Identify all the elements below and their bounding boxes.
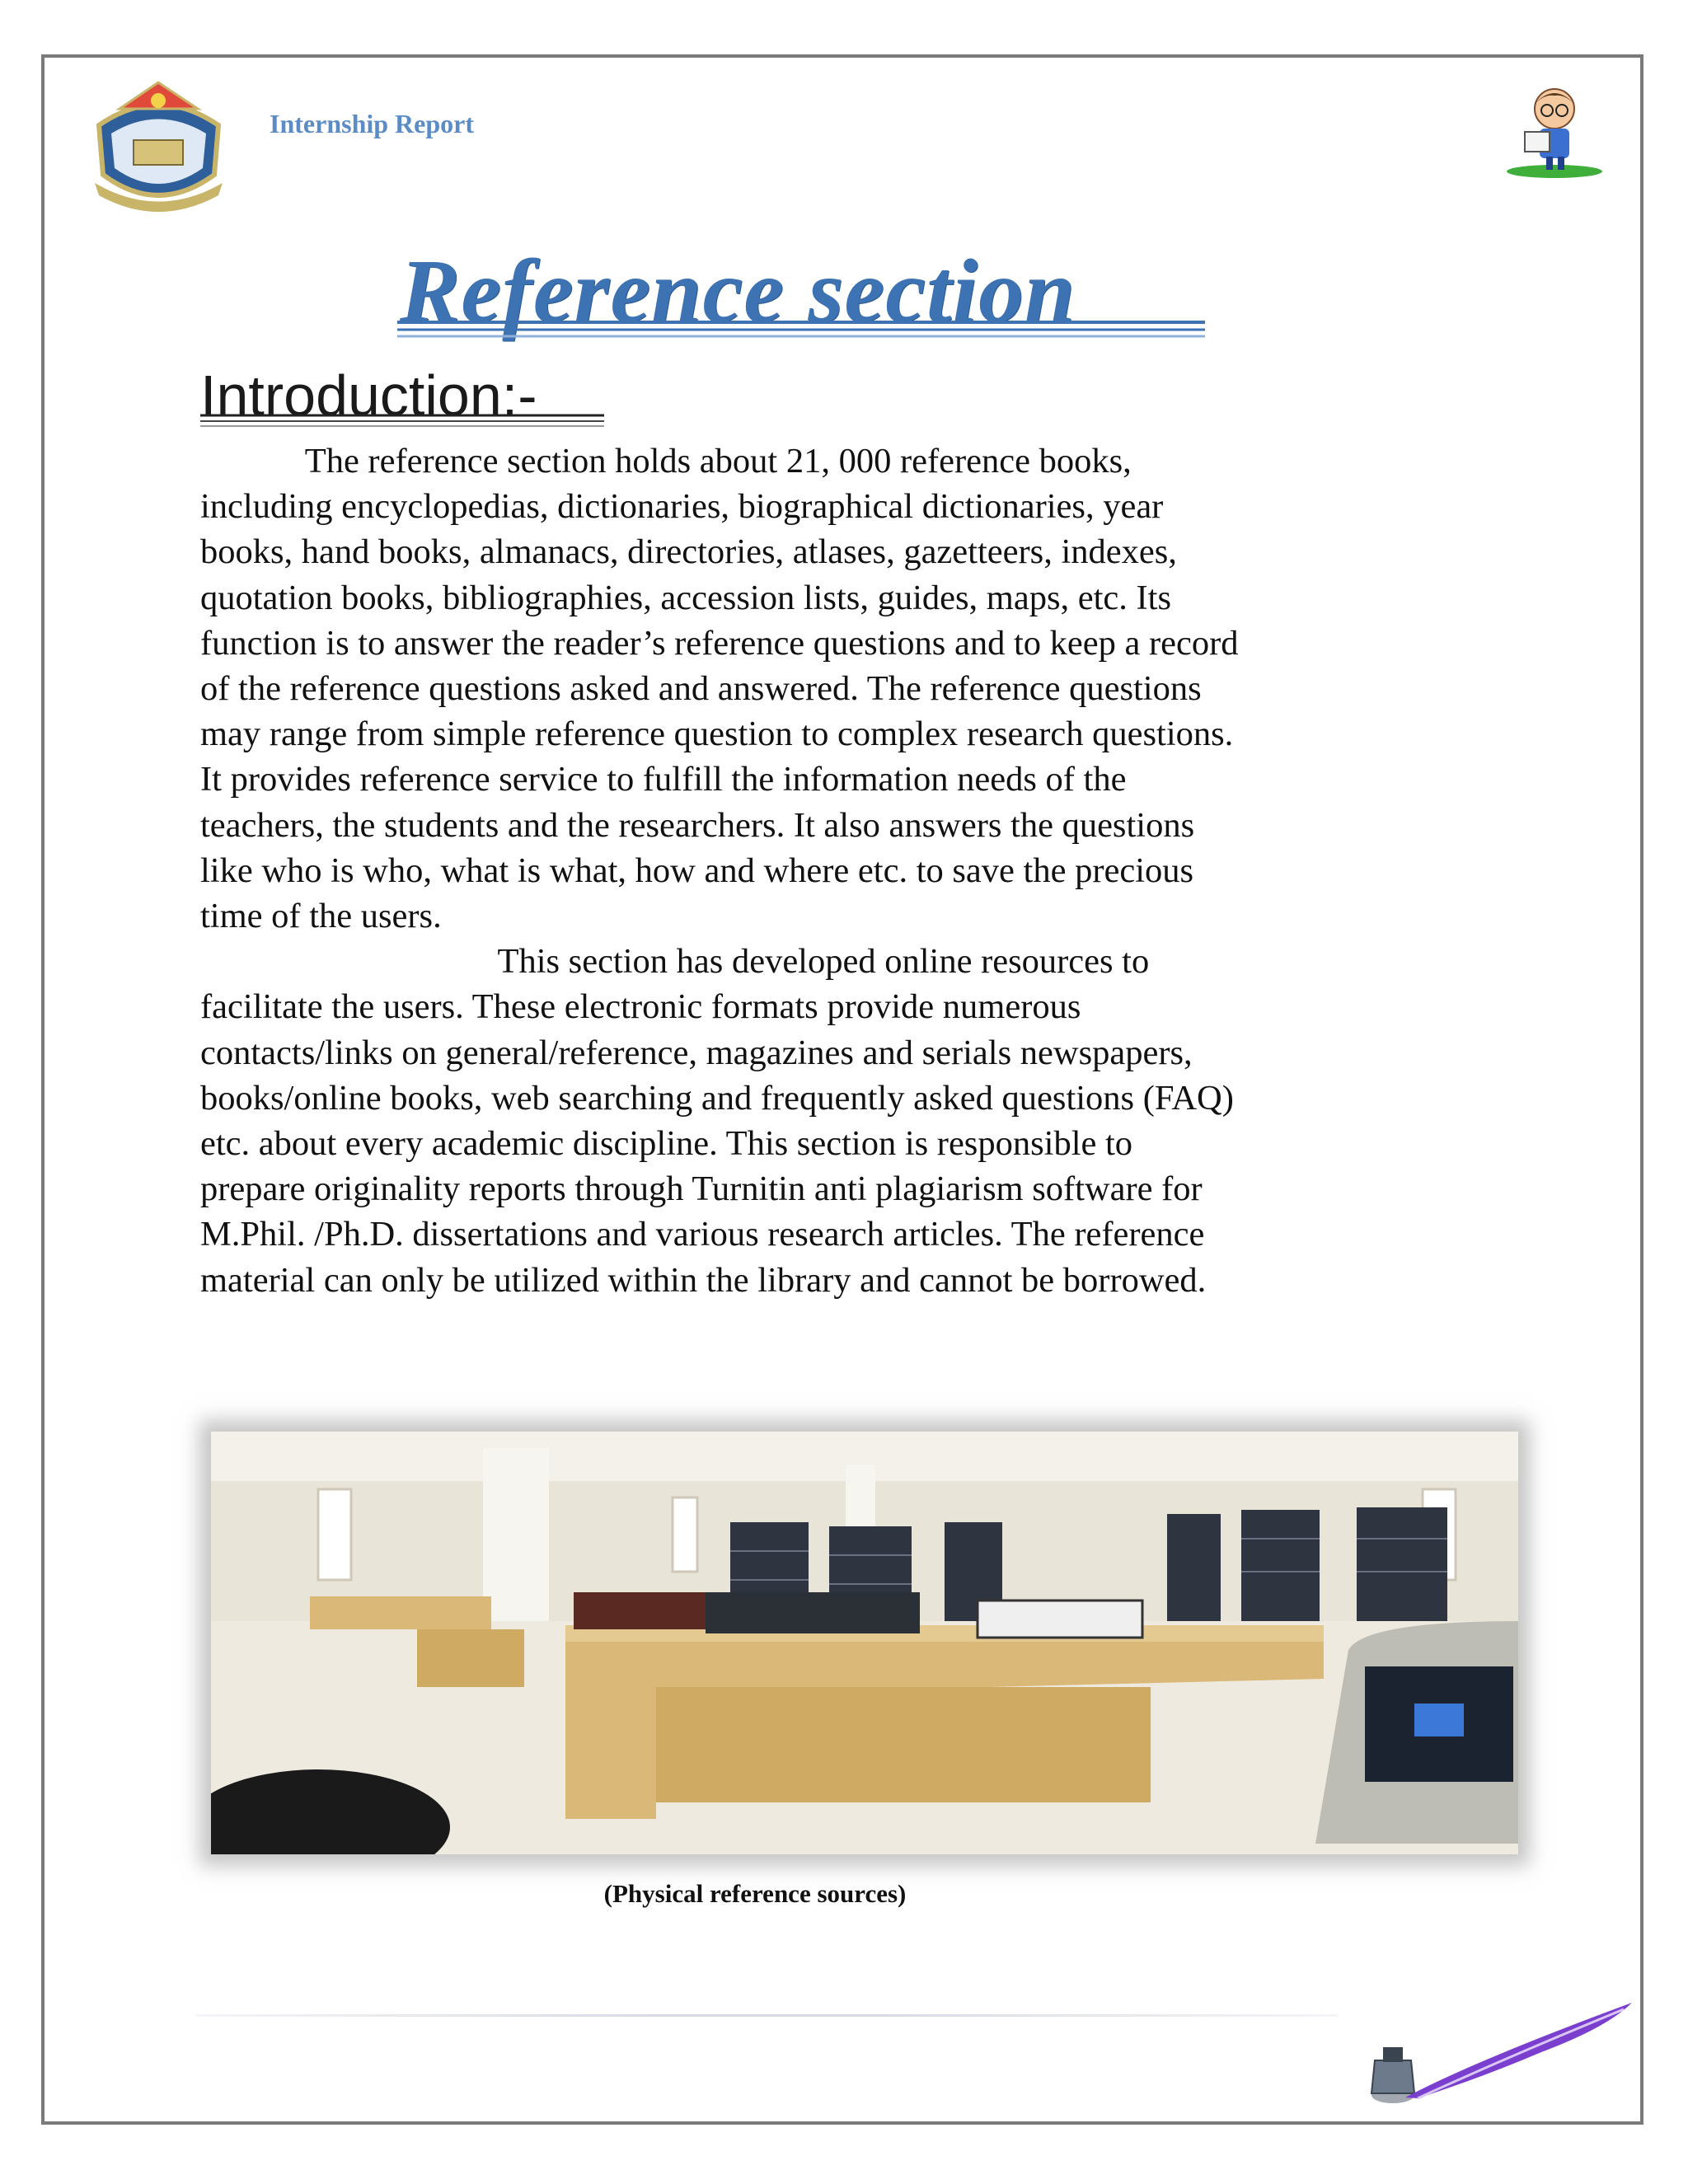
body-line: including encyclopedias, dictionaries, biographical dictionaries, year (200, 487, 1164, 527)
body-line: etc. about every academic discipline. This section is responsible to (200, 1124, 1133, 1164)
library-reference-hall-photo (211, 1432, 1518, 1854)
ink-quill-icon (1360, 1994, 1640, 2118)
body-line: teachers, the students and the researchers. It also answers the questions (200, 805, 1195, 845)
body-line: of the reference questions asked and answered. The reference questions (200, 669, 1202, 709)
body-line: time of the users. (200, 897, 442, 936)
body-line: The reference section holds about 21, 000 reference books, (200, 442, 1132, 480)
university-crest-logo (82, 76, 235, 218)
body-line: may range from simple reference question to complex research questions. (200, 715, 1234, 754)
body-line: books, hand books, almanacs, directories, atlases, gazetteers, indexes, (200, 532, 1177, 572)
page-title: Reference section (400, 241, 1076, 341)
body-line: M.Phil. /Ph.D. dissertations and various research articles. The reference (200, 1215, 1205, 1254)
intro-underline (200, 412, 604, 429)
body-line: like who is who, what is what, how and where etc. to save the precious (200, 851, 1194, 890)
reading-boy-icon (1500, 82, 1609, 181)
body-line: books/online books, web searching and frequently asked questions (FAQ) (200, 1078, 1234, 1118)
body-line: This section has developed online resources to (200, 942, 1150, 982)
header-title: Internship Report (270, 109, 475, 138)
body-line: contacts/links on general/reference, magazines and serials newspapers, (200, 1033, 1193, 1072)
body-line: function is to answer the reader’s reference questions and to keep a record (200, 623, 1239, 663)
title-underline (397, 317, 1205, 340)
figure-caption: (Physical reference sources) (603, 1879, 907, 1908)
body-line: prepare originality reports through Turnitin anti plagiarism software for (200, 1169, 1203, 1209)
intro-body-text (200, 438, 1437, 1303)
body-line: material can only be utilized within the library and cannot be borrowed. (200, 1260, 1207, 1300)
body-line: quotation books, bibliographies, accession lists, guides, maps, etc. Its (200, 578, 1172, 617)
footer-divider (196, 2014, 1338, 2017)
body-line: facilitate the users. These electronic formats provide numerous (200, 987, 1081, 1027)
body-line: It provides reference service to fulfill the information needs of the (200, 760, 1127, 799)
intro-heading: Introduction:- (200, 363, 537, 428)
